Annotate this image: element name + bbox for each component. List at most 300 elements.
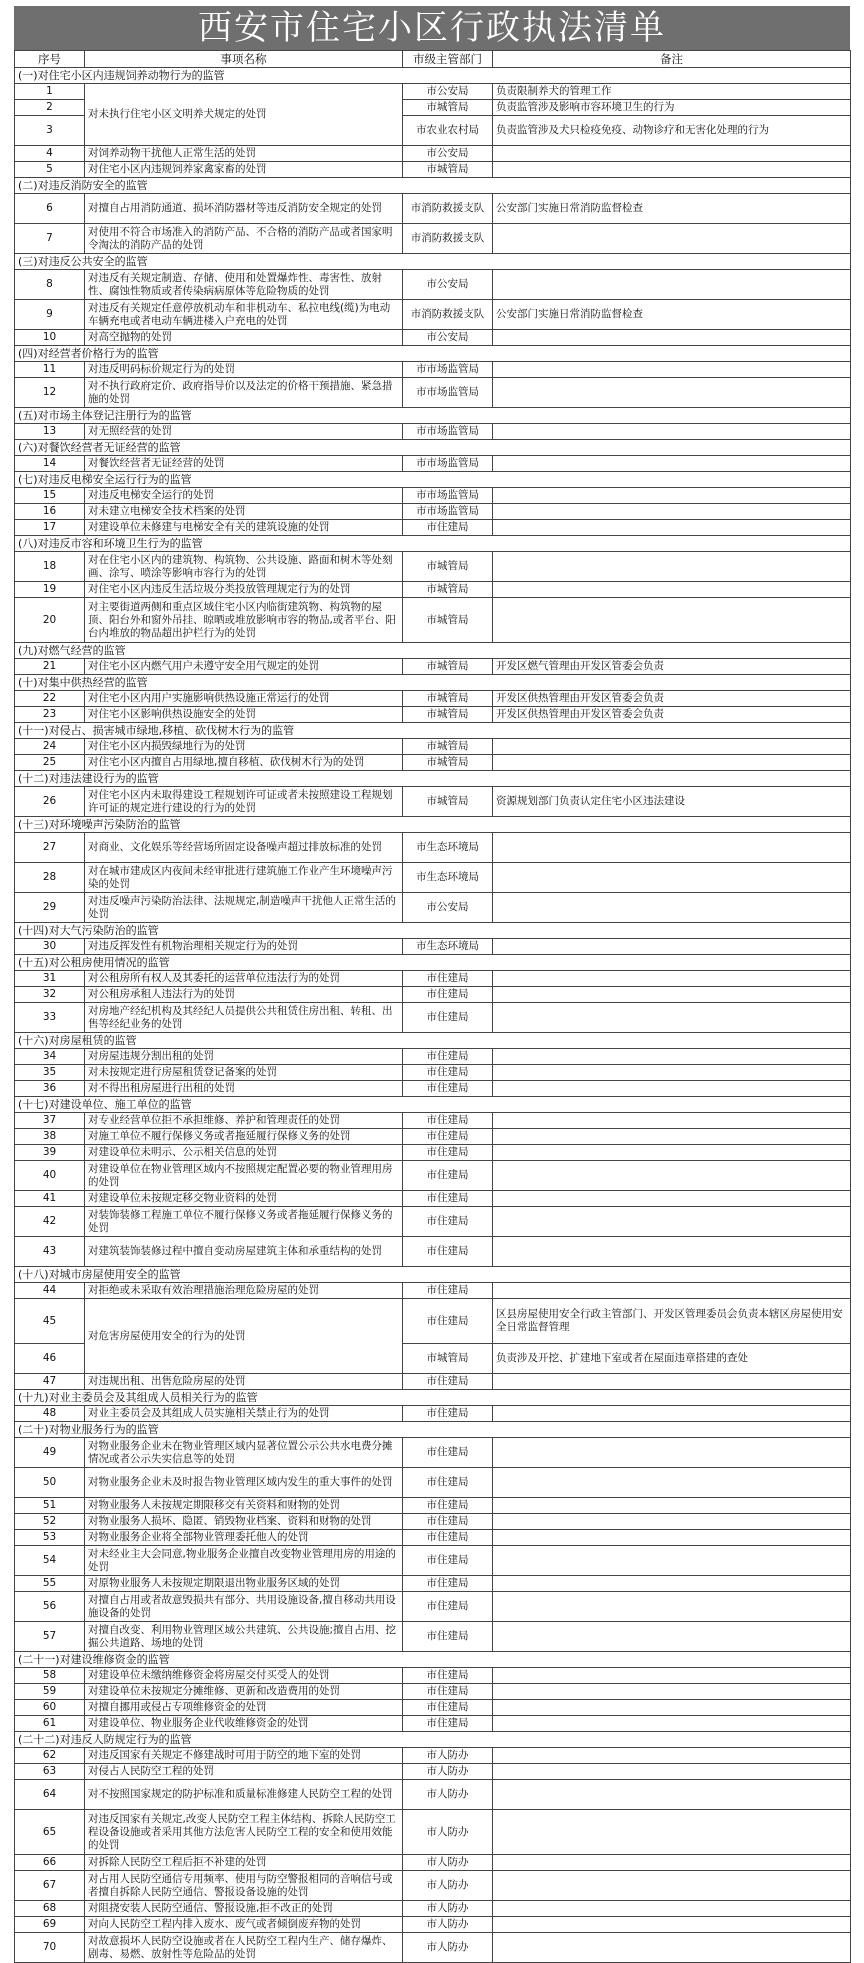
table-row: [15, 1530, 851, 1546]
row-note: [493, 1684, 851, 1700]
row-num: 7: [15, 224, 85, 254]
section-title: (十九)对业主委员会及其组成人员相关行为的监管: [15, 1390, 851, 1406]
table-row: [15, 1237, 851, 1267]
section-row: [15, 643, 851, 659]
row-item: 对占用人民防空通信专用频率、使用与防空警报相同的音响信号或者擅自拆除人民防空通信、警报设备设施的处罚: [85, 1871, 403, 1901]
header-dept: 市级主管部门: [403, 51, 493, 68]
row-dept: 市住建局: [403, 1514, 493, 1530]
row-num: 34: [15, 1049, 85, 1065]
table-row: [15, 1700, 851, 1716]
row-num: 42: [15, 1207, 85, 1237]
section-row: [15, 440, 851, 456]
section-row: [15, 771, 851, 787]
row-note: [493, 1207, 851, 1237]
row-note: 负责涉及开挖、扩建地下室或者在屋面违章搭建的查处: [493, 1344, 851, 1374]
row-note: [493, 330, 851, 346]
table-row: [15, 1592, 851, 1622]
row-note: [493, 1113, 851, 1129]
row-dept: 市市场监管局: [403, 456, 493, 472]
row-num: 70: [15, 1933, 85, 1963]
row-num: 13: [15, 424, 85, 440]
row-num: 48: [15, 1406, 85, 1422]
row-num: 51: [15, 1498, 85, 1514]
table-row: [15, 424, 851, 440]
row-note: [493, 739, 851, 755]
row-num: 39: [15, 1145, 85, 1161]
section-row: [15, 675, 851, 691]
row-num: 44: [15, 1283, 85, 1299]
row-note: 公安部门实施日常消防监督检查: [493, 300, 851, 330]
row-note: [493, 162, 851, 178]
row-num: 59: [15, 1684, 85, 1700]
table-row: [15, 1283, 851, 1299]
table-row: [15, 1191, 851, 1207]
row-item: 对建筑装饰装修过程中擅自变动房屋建筑主体和承重结构的处罚: [85, 1237, 403, 1267]
section-title: (七)对违反电梯安全运行行为的监管: [15, 472, 851, 488]
row-item: 对违规出租、出售危险房屋的处罚: [85, 1374, 403, 1390]
row-num: 3: [15, 116, 85, 146]
row-item: 对侵占人民防空工程的处罚: [85, 1764, 403, 1780]
row-note: [493, 1576, 851, 1592]
row-note: [493, 1406, 851, 1422]
row-note: 区县房屋使用安全行政主管部门、开发区管理委员会负责本辖区房屋使用安全日常监督管理: [493, 1299, 851, 1344]
section-row: [15, 346, 851, 362]
row-dept: 市人防办: [403, 1933, 493, 1963]
table-row: [15, 1161, 851, 1191]
section-title: (十二)对违法建设行为的监管: [15, 771, 851, 787]
row-note: [493, 1065, 851, 1081]
row-num: 33: [15, 1003, 85, 1033]
row-note: 开发区供热管理由开发区管委会负责: [493, 707, 851, 723]
row-item: 对物业服务企业未及时报告物业管理区域内发生的重大事件的处罚: [85, 1468, 403, 1498]
row-note: [493, 1871, 851, 1901]
table-row: [15, 1374, 851, 1390]
header-note: 备注: [493, 51, 851, 68]
row-item: 对未执行住宅小区文明养犬规定的处罚: [85, 84, 403, 146]
table-row: [15, 1406, 851, 1422]
row-note: [493, 582, 851, 598]
row-num: 37: [15, 1113, 85, 1129]
row-num: 30: [15, 939, 85, 955]
row-num: 61: [15, 1716, 85, 1732]
section-title: (十三)对环境噪声污染防治的监管: [15, 817, 851, 833]
row-item: 对专业经营单位拒不承担维修、养护和管理责任的处罚: [85, 1113, 403, 1129]
row-dept: 市住建局: [403, 1438, 493, 1468]
row-note: [493, 424, 851, 440]
row-dept: 市住建局: [403, 1684, 493, 1700]
row-item: 对不执行政府定价、政府指导价以及法定的价格干预措施、紧急措施的处罚: [85, 378, 403, 408]
row-item: 对未经业主大会同意,物业服务企业擅自改变物业管理用房的用途的处罚: [85, 1546, 403, 1576]
row-note: [493, 1514, 851, 1530]
table-row: [15, 1622, 851, 1652]
row-dept: 市人防办: [403, 1901, 493, 1917]
row-dept: 市住建局: [403, 1498, 493, 1514]
row-dept: 市住建局: [403, 1129, 493, 1145]
section-title: (十五)对公租房使用情况的监管: [15, 955, 851, 971]
table-row: [15, 162, 851, 178]
table-row: [15, 504, 851, 520]
row-note: [493, 1917, 851, 1933]
row-item: 对擅自占用消防通道、损坏消防器材等违反消防安全规定的处罚: [85, 194, 403, 224]
row-num: 56: [15, 1592, 85, 1622]
section-row: [15, 472, 851, 488]
row-note: [493, 1191, 851, 1207]
row-num: 35: [15, 1065, 85, 1081]
table-row: [15, 659, 851, 675]
row-num: 8: [15, 270, 85, 300]
section-row: [15, 408, 851, 424]
row-item: 对违反国家有关规定不修建战时可用于防空的地下室的处罚: [85, 1748, 403, 1764]
row-dept: 市住建局: [403, 1622, 493, 1652]
row-dept: 市住建局: [403, 1592, 493, 1622]
row-num: 46: [15, 1344, 85, 1374]
row-item: 对物业服务人损坏、隐匿、销毁物业档案、资料和财物的处罚: [85, 1514, 403, 1530]
row-num: 18: [15, 552, 85, 582]
row-item: 对住宅小区内燃气用户未遵守安全用气规定的处罚: [85, 659, 403, 675]
row-num: 53: [15, 1530, 85, 1546]
row-item: 对违反国家有关规定,改变人民防空工程主体结构、拆除人民防空工程设备设施或者采用其他方法危害人民防空工程的安全和使用效能的处罚: [85, 1810, 403, 1855]
row-dept: 市住建局: [403, 1668, 493, 1684]
row-note: [493, 1933, 851, 1963]
row-dept: 市住建局: [403, 1299, 493, 1344]
row-num: 68: [15, 1901, 85, 1917]
row-item: 对住宅小区内用户实施影响供热设施正常运行的处罚: [85, 691, 403, 707]
row-num: 45: [15, 1299, 85, 1344]
row-item: 对饲养动物干扰他人正常生活的处罚: [85, 146, 403, 162]
row-note: [493, 1145, 851, 1161]
row-item: 对建设单位未明示、公示相关信息的处罚: [85, 1145, 403, 1161]
row-dept: 市城管局: [403, 552, 493, 582]
table-row: [15, 1576, 851, 1592]
table-row: [15, 863, 851, 893]
row-dept: 市消防救援支队: [403, 224, 493, 254]
table-row: [15, 1468, 851, 1498]
section-title: (二十)对物业服务行为的监管: [15, 1422, 851, 1438]
row-dept: 市住建局: [403, 1113, 493, 1129]
row-dept: 市城管局: [403, 739, 493, 755]
row-note: [493, 1129, 851, 1145]
row-note: [493, 1855, 851, 1871]
section-title: (十八)对城市房屋使用安全的监管: [15, 1267, 851, 1283]
row-dept: 市公安局: [403, 84, 493, 100]
row-dept: 市住建局: [403, 1576, 493, 1592]
row-dept: 市住建局: [403, 1081, 493, 1097]
row-num: 69: [15, 1917, 85, 1933]
row-item: 对住宅小区内擅自占用绿地,擅自移植、砍伐树木行为的处罚: [85, 755, 403, 771]
row-item: 对物业服务人未按规定期限移交有关资料和财物的处罚: [85, 1498, 403, 1514]
row-note: [493, 378, 851, 408]
row-num: 25: [15, 755, 85, 771]
row-note: [493, 520, 851, 536]
row-note: [493, 1049, 851, 1065]
row-dept: 市住建局: [403, 1237, 493, 1267]
row-item: 对原物业服务人未按规定期限退出物业服务区域的处罚: [85, 1576, 403, 1592]
row-item: 对住宅小区内未取得建设工程规划许可证或者未按照建设工程规划许可证的规定进行建设的行为的处罚: [85, 787, 403, 817]
header-item: 事项名称: [85, 51, 403, 68]
row-num: 38: [15, 1129, 85, 1145]
row-item: 对建设单位未修建与电梯安全有关的建筑设施的处罚: [85, 520, 403, 536]
row-num: 60: [15, 1700, 85, 1716]
row-note: [493, 1592, 851, 1622]
row-item: 对物业服务企业将全部物业管理委托他人的处罚: [85, 1530, 403, 1546]
row-num: 63: [15, 1764, 85, 1780]
row-item: 对餐饮经营者无证经营的处罚: [85, 456, 403, 472]
section-title: (八)对违反市容和环境卫生行为的监管: [15, 536, 851, 552]
row-item: 对在城市建成区内夜间未经审批进行建筑施工作业产生环境噪声污染的处罚: [85, 863, 403, 893]
table-row: [15, 1933, 851, 1963]
row-dept: 市住建局: [403, 1700, 493, 1716]
row-item: 对向人民防空工程内排入废水、废气或者倾倒废弃物的处罚: [85, 1917, 403, 1933]
row-num: 40: [15, 1161, 85, 1191]
section-row: [15, 1422, 851, 1438]
row-note: [493, 270, 851, 300]
table-row: [15, 1668, 851, 1684]
row-note: [493, 1003, 851, 1033]
table-row: [15, 1748, 851, 1764]
table-row: [15, 1207, 851, 1237]
table-row: [15, 1546, 851, 1576]
section-row: [15, 817, 851, 833]
row-note: [493, 1468, 851, 1498]
row-dept: 市住建局: [403, 1546, 493, 1576]
table-body: [15, 68, 851, 1963]
table-row: [15, 194, 851, 224]
row-num: 17: [15, 520, 85, 536]
row-dept: 市公安局: [403, 146, 493, 162]
row-num: 64: [15, 1780, 85, 1810]
row-dept: 市消防救援支队: [403, 194, 493, 224]
row-item: 对建设单位未缴纳维修资金将房屋交付买受人的处罚: [85, 1668, 403, 1684]
row-note: 资源规划部门负责认定住宅小区违法建设: [493, 787, 851, 817]
row-note: 负责限制养犬的管理工作: [493, 84, 851, 100]
table-header-row: [15, 51, 851, 68]
row-dept: 市住建局: [403, 1191, 493, 1207]
section-title: (十四)对大气污染防治的监管: [15, 923, 851, 939]
row-num: 4: [15, 146, 85, 162]
row-dept: 市城管局: [403, 659, 493, 675]
table-row: [15, 1716, 851, 1732]
table-row: [15, 270, 851, 300]
row-note: [493, 863, 851, 893]
row-dept: 市农业农村局: [403, 116, 493, 146]
table-row: [15, 755, 851, 771]
row-dept: 市住建局: [403, 1530, 493, 1546]
row-num: 22: [15, 691, 85, 707]
row-num: 6: [15, 194, 85, 224]
row-item: 对在住宅小区内的建筑物、构筑物、公共设施、路面和树木等处刻画、涂写、喷涂等影响市容行为的处罚: [85, 552, 403, 582]
section-title: (四)对经营者价格行为的监管: [15, 346, 851, 362]
row-num: 26: [15, 787, 85, 817]
row-dept: 市城管局: [403, 598, 493, 643]
row-num: 5: [15, 162, 85, 178]
section-row: [15, 1097, 851, 1113]
section-title: (二十二)对违反人防规定行为的监管: [15, 1732, 851, 1748]
table-row: [15, 971, 851, 987]
row-dept: 市生态环境局: [403, 833, 493, 863]
table-row: [15, 691, 851, 707]
row-num: 27: [15, 833, 85, 863]
row-dept: 市消防救援支队: [403, 300, 493, 330]
row-num: 58: [15, 1668, 85, 1684]
row-dept: 市人防办: [403, 1917, 493, 1933]
section-row: [15, 178, 851, 194]
table-row: [15, 1764, 851, 1780]
section-row: [15, 1652, 851, 1668]
row-note: [493, 146, 851, 162]
row-note: [493, 987, 851, 1003]
table-row: [15, 739, 851, 755]
row-dept: 市住建局: [403, 1406, 493, 1422]
row-dept: 市生态环境局: [403, 939, 493, 955]
row-num: 49: [15, 1438, 85, 1468]
row-dept: 市市场监管局: [403, 378, 493, 408]
row-dept: 市城管局: [403, 691, 493, 707]
row-num: 10: [15, 330, 85, 346]
table-row: [15, 1855, 851, 1871]
row-num: 1: [15, 84, 85, 100]
row-num: 15: [15, 488, 85, 504]
table-row: [15, 1917, 851, 1933]
row-note: [493, 1901, 851, 1917]
section-row: [15, 955, 851, 971]
row-dept: 市城管局: [403, 707, 493, 723]
table-row: [15, 1065, 851, 1081]
table-row: [15, 84, 851, 100]
row-note: [493, 755, 851, 771]
section-row: [15, 1267, 851, 1283]
row-note: [493, 1668, 851, 1684]
row-item: 对未建立电梯安全技术档案的处罚: [85, 504, 403, 520]
row-dept: 市住建局: [403, 520, 493, 536]
row-num: 57: [15, 1622, 85, 1652]
row-dept: 市市场监管局: [403, 488, 493, 504]
row-item: 对建设单位未按规定移交物业资料的处罚: [85, 1191, 403, 1207]
table-row: [15, 1145, 851, 1161]
row-num: 29: [15, 893, 85, 923]
table-row: [15, 1129, 851, 1145]
row-item: 对危害房屋使用安全的行为的处罚: [85, 1299, 403, 1374]
row-note: [493, 1498, 851, 1514]
table-row: [15, 1113, 851, 1129]
row-item: 对业主委员会及其组成人员实施相关禁止行为的处罚: [85, 1406, 403, 1422]
row-dept: 市住建局: [403, 1049, 493, 1065]
row-dept: 市人防办: [403, 1855, 493, 1871]
row-dept: 市人防办: [403, 1764, 493, 1780]
row-item: 对住宅小区内违规饲养家禽家畜的处罚: [85, 162, 403, 178]
row-num: 23: [15, 707, 85, 723]
section-title: (十)对集中供热经营的监管: [15, 675, 851, 691]
row-num: 12: [15, 378, 85, 408]
table-row: [15, 456, 851, 472]
row-num: 55: [15, 1576, 85, 1592]
row-dept: 市人防办: [403, 1810, 493, 1855]
row-item: 对建设单位在物业管理区域内不按照规定配置必要的物业管理用房的处罚: [85, 1161, 403, 1191]
row-item: 对商业、文化娱乐等经营场所固定设备噪声超过排放标准的处罚: [85, 833, 403, 863]
row-dept: 市城管局: [403, 582, 493, 598]
table-row: [15, 488, 851, 504]
row-note: [493, 1237, 851, 1267]
enforcement-table: [14, 50, 851, 1963]
row-dept: 市住建局: [403, 1207, 493, 1237]
row-item: 对物业服务企业未在物业管理区域内显著位置公示公共水电费分摊情况或者公示失实信息等的处罚: [85, 1438, 403, 1468]
row-note: [493, 1780, 851, 1810]
row-item: 对公租房承租人违法行为的处罚: [85, 987, 403, 1003]
row-item: 对住宅小区内损毁绿地行为的处罚: [85, 739, 403, 755]
row-num: 54: [15, 1546, 85, 1576]
row-item: 对擅自改变、利用物业管理区域公共建筑、公共设施;擅自占用、挖掘公共道路、场地的处罚: [85, 1622, 403, 1652]
row-note: 负责监管涉及影响市容环境卫生的行为: [493, 100, 851, 116]
row-num: 32: [15, 987, 85, 1003]
table-row: [15, 1049, 851, 1065]
row-note: [493, 971, 851, 987]
table-row: [15, 1003, 851, 1033]
table-row: [15, 362, 851, 378]
row-num: 28: [15, 863, 85, 893]
row-num: 66: [15, 1855, 85, 1871]
section-title: (二十一)对建设维修资金的监管: [15, 1652, 851, 1668]
table-row: [15, 1514, 851, 1530]
row-num: 20: [15, 598, 85, 643]
row-dept: 市住建局: [403, 1161, 493, 1191]
row-item: 对违反噪声污染防治法律、法规规定,制造噪声干扰他人正常生活的处罚: [85, 893, 403, 923]
row-note: [493, 1161, 851, 1191]
row-dept: 市人防办: [403, 1780, 493, 1810]
row-num: 11: [15, 362, 85, 378]
row-dept: 市城管局: [403, 100, 493, 116]
row-note: [493, 893, 851, 923]
row-item: 对故意损坏人民防空设施或者在人民防空工程内生产、储存爆炸、剧毒、易燃、放射性等危险品的处罚: [85, 1933, 403, 1963]
row-item: 对阻挠安装人民防空通信、警报设施,拒不改正的处罚: [85, 1901, 403, 1917]
row-item: 对高空抛物的处罚: [85, 330, 403, 346]
row-item: 对违反电梯安全运行的处罚: [85, 488, 403, 504]
row-note: [493, 833, 851, 863]
table-row: [15, 598, 851, 643]
row-note: 公安部门实施日常消防监督检查: [493, 194, 851, 224]
row-note: [493, 1081, 851, 1097]
row-note: [493, 1283, 851, 1299]
row-item: 对违反有关规定任意停放机动车和非机动车、私拉电线(缆)为电动车辆充电或者电动车辆进楼入户充电的处罚: [85, 300, 403, 330]
table-row: [15, 1780, 851, 1810]
row-note: [493, 939, 851, 955]
row-item: 对住宅小区影响供热设施安全的处罚: [85, 707, 403, 723]
row-item: 对擅自挪用或侵占专项维修资金的处罚: [85, 1700, 403, 1716]
row-item: 对不按照国家规定的防护标准和质量标准修建人民防空工程的处罚: [85, 1780, 403, 1810]
row-dept: 市生态环境局: [403, 863, 493, 893]
row-note: [493, 1716, 851, 1732]
row-num: 36: [15, 1081, 85, 1097]
row-note: [493, 1622, 851, 1652]
row-note: 开发区燃气管理由开发区管委会负责: [493, 659, 851, 675]
table-row: [15, 787, 851, 817]
row-dept: 市住建局: [403, 1145, 493, 1161]
row-item: 对拆除人民防空工程后拒不补建的处罚: [85, 1855, 403, 1871]
row-item: 对建设单位未按规定分摊维修、更新和改造费用的处罚: [85, 1684, 403, 1700]
table-row: [15, 1081, 851, 1097]
row-dept: 市市场监管局: [403, 424, 493, 440]
row-item: 对无照经营的处罚: [85, 424, 403, 440]
row-item: 对公租房所有权人及其委托的运营单位违法行为的处罚: [85, 971, 403, 987]
row-dept: 市城管局: [403, 1344, 493, 1374]
table-row: [15, 300, 851, 330]
row-note: [493, 1546, 851, 1576]
row-note: [493, 224, 851, 254]
row-num: 21: [15, 659, 85, 675]
table-row: [15, 1810, 851, 1855]
table-row: [15, 378, 851, 408]
row-num: 24: [15, 739, 85, 755]
table-row: [15, 552, 851, 582]
row-note: [493, 504, 851, 520]
